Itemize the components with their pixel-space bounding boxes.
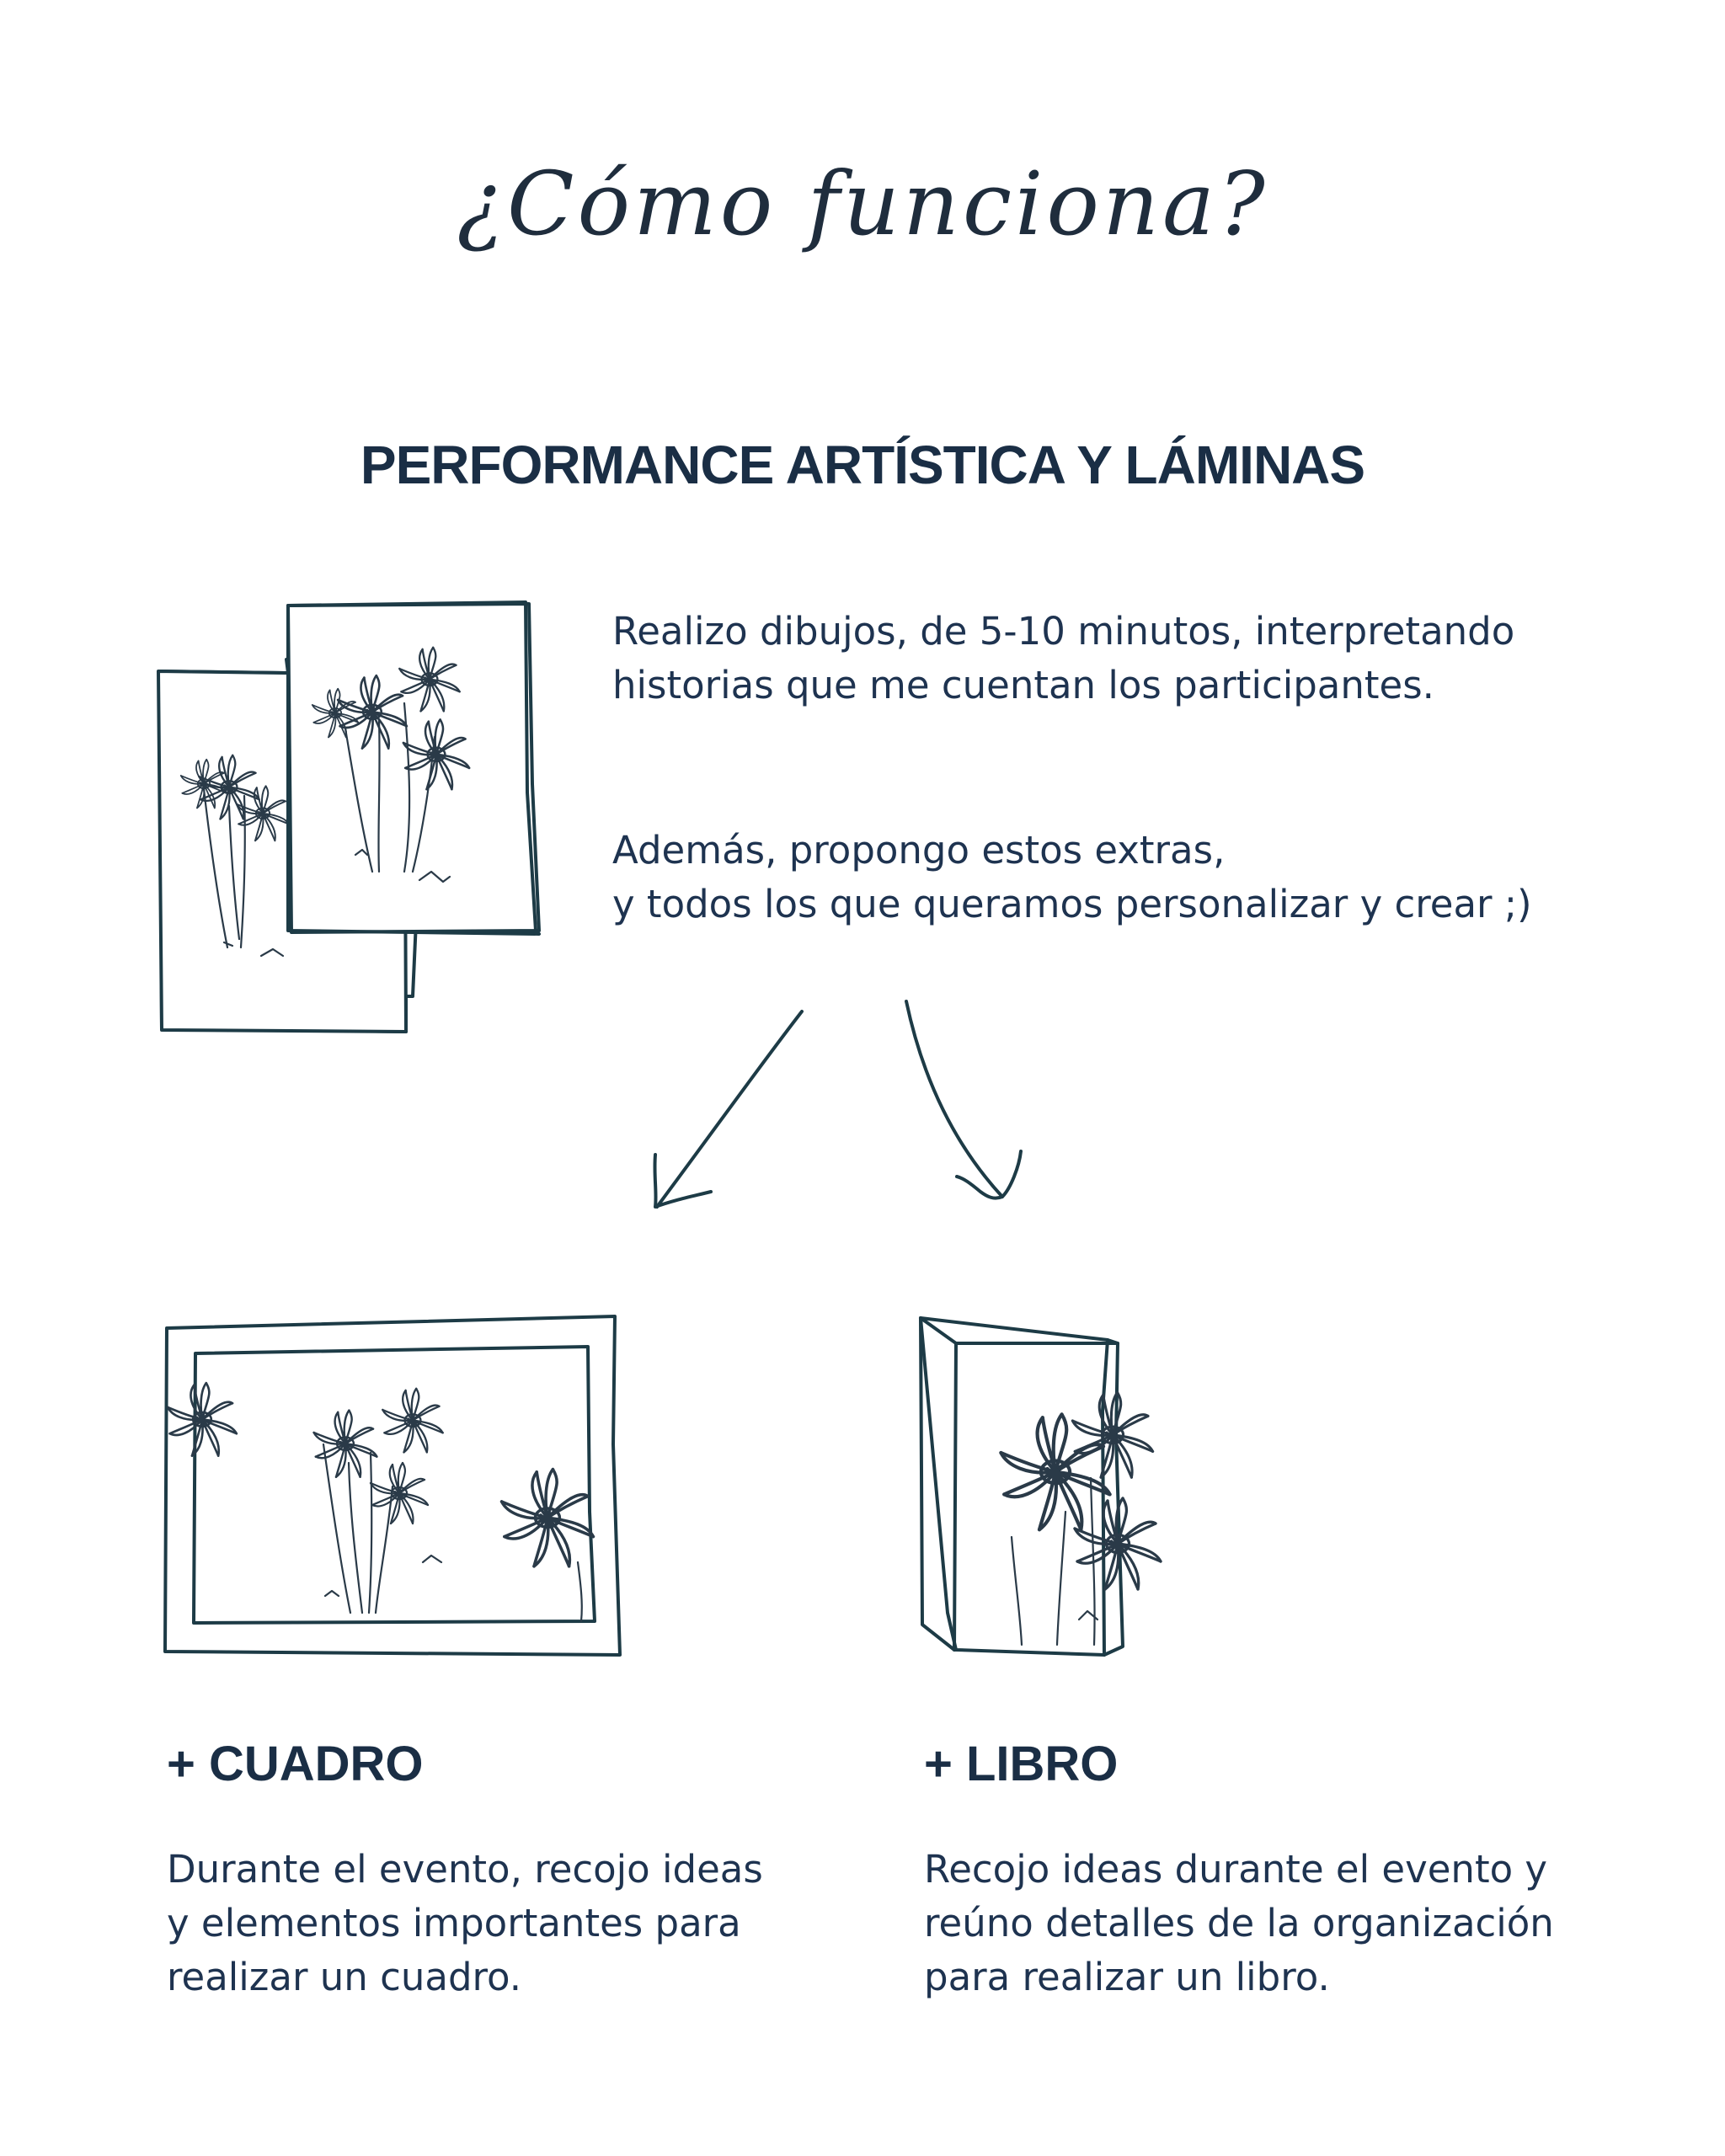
libro-line: Recojo ideas durante el evento y <box>924 1847 1548 1892</box>
intro-paragraph-2 <box>612 824 1532 931</box>
libro-description <box>924 1843 1554 2004</box>
page-title: ¿Cómo funciona? <box>457 152 1268 255</box>
cuadro-line: Durante el evento, recojo ideas <box>167 1847 763 1892</box>
intro-line: Además, propongo estos extras, <box>612 828 1226 873</box>
intro-line: y todos los que queramos personalizar y crear ;) <box>612 882 1532 926</box>
libro-line: reúno detalles de la organización <box>924 1901 1554 1945</box>
cuadro-line: realizar un cuadro. <box>167 1955 522 1999</box>
cuadro-line: y elementos importantes para <box>167 1901 741 1945</box>
intro-line: historias que me cuentan los participantes. <box>612 663 1434 707</box>
arrow-icon <box>623 990 1061 1242</box>
libro-illustration <box>914 1310 1192 1680</box>
libro-title: + LIBRO <box>924 1737 1119 1791</box>
libro-line: para realizar un libro. <box>924 1955 1330 1999</box>
cuadro-title: + CUADRO <box>167 1737 424 1791</box>
cuadro-description <box>167 1843 763 2004</box>
intro-paragraph-1 <box>612 605 1514 712</box>
laminas-illustration <box>152 594 573 1032</box>
section-title: PERFORMANCE ARTÍSTICA Y LÁMINAS <box>360 435 1365 495</box>
intro-line: Realizo dibujos, de 5-10 minutos, interpretando <box>612 609 1515 654</box>
cuadro-illustration <box>160 1310 632 1672</box>
